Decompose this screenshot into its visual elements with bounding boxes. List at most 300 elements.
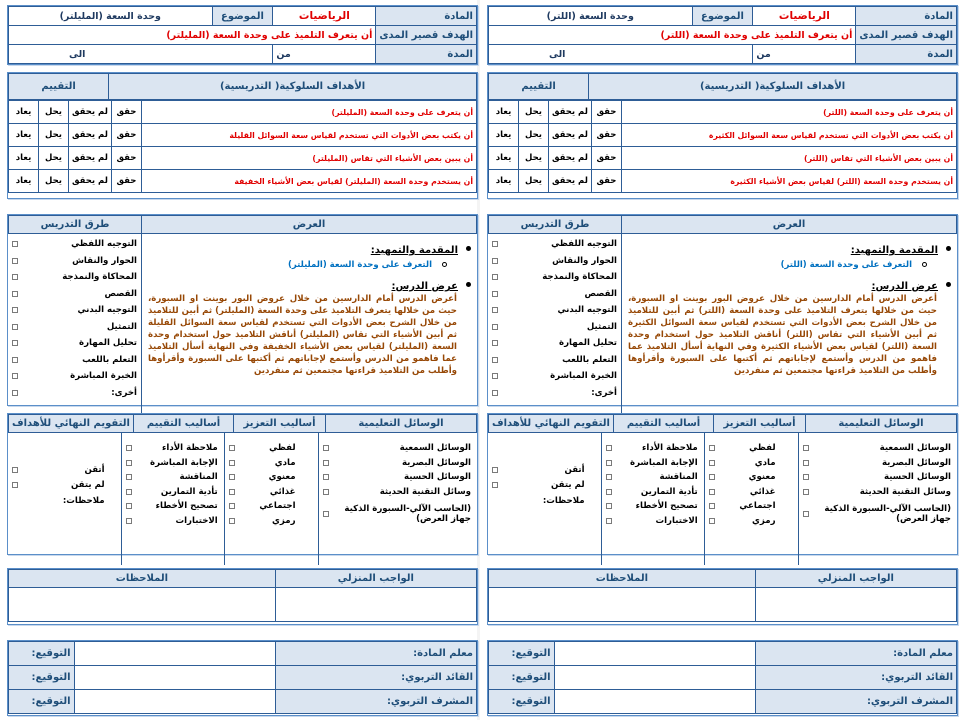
aids-item[interactable] <box>803 441 951 456</box>
assess-label: تأدية التمارين <box>160 486 218 497</box>
eval-option[interactable]: يحل <box>519 124 549 147</box>
checkbox-icon[interactable] <box>126 474 132 480</box>
to-label: الى <box>9 45 273 64</box>
final-eval-title: التقويم النهائي للأهداف <box>489 415 614 433</box>
eval-option[interactable]: يحل <box>519 147 549 170</box>
final-label: أتقن <box>84 465 105 476</box>
checkbox-icon[interactable] <box>229 518 235 524</box>
method-label: التوجيه البدني <box>557 305 617 316</box>
reinforce-list <box>224 433 318 565</box>
homework-box <box>7 568 478 625</box>
signatures-box <box>7 640 478 716</box>
from-label: من <box>273 45 376 64</box>
method-item[interactable] <box>492 236 617 253</box>
method-item[interactable] <box>12 335 137 352</box>
checkbox-icon[interactable] <box>323 445 329 451</box>
checkbox-icon[interactable] <box>492 291 498 297</box>
eval-option[interactable]: يعاد <box>489 101 519 124</box>
aids-label: الوسائل البصرية <box>881 457 951 468</box>
lesson-body-text: أعرض الدرس أمام الدارسين من خلال عروض البور بوينت او السبورة، حيث من خلالها يتعرف التلاميذ على وحدة السعة (المليلتر) ثم أبين للتلاميذ من خلال الشرح بعض الأدوات التي تستخدم لقياس سعة السوائل القليلة ثم أبين الأشياء التي تقاس (المليلتر) أناقش التلاميذ حول استخدام وحدة السعة (المليلتر) لقياس بعض الأشياء الخفيفة وفي النهاية أسأل التلاميذ عما فاهمو من الدرس وأستمع لإجاباتهم ثم أكتبها على السبورة وأقرأوها وأطلب من التلاميذ قراءتها مجتمعين ثم منفردين <box>148 294 457 376</box>
reinforce-item[interactable] <box>229 441 296 456</box>
checkbox-icon[interactable] <box>12 241 18 247</box>
method-item[interactable] <box>12 302 137 319</box>
sign-label: التوقيع: <box>9 690 75 714</box>
eval-option[interactable]: حقق <box>111 170 141 193</box>
checkbox-icon[interactable] <box>709 489 715 495</box>
eval-option[interactable]: حقق <box>111 147 141 170</box>
assess-item[interactable] <box>606 456 698 471</box>
circle-bullet-icon <box>442 262 447 267</box>
assess-item[interactable] <box>606 514 698 529</box>
checkbox-icon[interactable] <box>12 274 18 280</box>
method-item[interactable] <box>492 253 617 270</box>
duration-label: المدة <box>856 45 957 64</box>
eval-option[interactable]: حقق <box>591 101 621 124</box>
subject-value: الرياضيات <box>753 7 856 26</box>
methods-title: طرق التدريس <box>489 216 622 234</box>
signature-row <box>9 666 477 690</box>
checkbox-icon[interactable] <box>709 445 715 451</box>
checkbox-icon[interactable] <box>492 241 498 247</box>
signature-role: معلم المادة: <box>755 642 956 666</box>
method-item[interactable] <box>492 385 617 402</box>
aids-title: الوسائل التعليمية <box>805 415 956 433</box>
checkbox-icon[interactable] <box>709 460 715 466</box>
methods-list <box>488 234 621 414</box>
method-item[interactable] <box>12 253 137 270</box>
notes-title: الملاحظات <box>489 570 756 588</box>
reinforce-label: مادي <box>274 457 296 468</box>
checkbox-icon[interactable] <box>12 390 18 396</box>
sign-label: التوقيع: <box>489 690 555 714</box>
checkbox-icon[interactable] <box>12 340 18 346</box>
reinforce-item[interactable] <box>709 470 776 485</box>
reinforce-label: معنوي <box>748 472 776 483</box>
aids-label: الوسائل السمعية <box>399 443 471 454</box>
checkbox-icon[interactable] <box>12 307 18 313</box>
reinforce-label: اجتماعي <box>739 501 776 512</box>
signatures-table <box>8 641 477 714</box>
objective-text: أن يستخدم وحدة السعة (اللتر) لقياس بعض الأشياء الكثيرة <box>621 170 956 193</box>
final-item[interactable] <box>12 478 105 493</box>
method-label: التوجيه اللفظي <box>551 239 617 250</box>
checkbox-icon[interactable] <box>492 258 498 264</box>
checkbox-icon[interactable] <box>803 460 809 466</box>
topic-label: الموضوع <box>212 7 273 26</box>
aids-item[interactable] <box>323 485 471 500</box>
checkbox-icon[interactable] <box>709 518 715 524</box>
checkbox-icon[interactable] <box>323 460 329 466</box>
assess-label: الإجابة المباشرة <box>150 457 218 468</box>
eval-option[interactable]: يعاد <box>489 147 519 170</box>
objectives-box <box>487 72 958 199</box>
checkbox-icon[interactable] <box>12 258 18 264</box>
signature-name-field[interactable] <box>554 642 755 666</box>
reinforce-item[interactable] <box>229 470 296 485</box>
plan-page-milliliter <box>3 0 478 720</box>
method-item[interactable] <box>12 352 137 369</box>
eval-option[interactable]: يحل <box>39 147 69 170</box>
final-eval-title: التقويم النهائي للأهداف <box>9 415 134 433</box>
methods-list <box>8 234 141 414</box>
method-label: التوجيه اللفظي <box>71 239 137 250</box>
tools-box <box>7 413 478 555</box>
assess-list <box>121 433 224 565</box>
eval-option[interactable]: لم يحقق <box>549 124 592 147</box>
objective-row <box>9 147 477 170</box>
eval-option[interactable]: لم يحقق <box>69 147 112 170</box>
final-item[interactable] <box>492 478 585 493</box>
aids-item[interactable] <box>323 456 471 471</box>
signature-role: القائد التربوي: <box>275 666 476 690</box>
assess-label: المناقشة <box>659 472 698 483</box>
checkbox-icon[interactable] <box>803 489 809 495</box>
method-item[interactable] <box>12 385 137 402</box>
method-label: المحاكاة والنمذجة <box>62 272 137 283</box>
header-box <box>7 5 478 65</box>
signature-role: معلم المادة: <box>275 642 476 666</box>
notes-title: الملاحظات <box>9 570 276 588</box>
notes-field[interactable] <box>9 588 276 622</box>
method-label: التمثيل <box>586 321 617 332</box>
eval-option[interactable]: يعاد <box>489 170 519 193</box>
assess-item[interactable] <box>606 485 698 500</box>
method-item[interactable] <box>12 236 137 253</box>
checkbox-icon[interactable] <box>12 482 18 488</box>
assess-label: تصحيح الأخطاء <box>155 501 218 512</box>
checkbox-icon[interactable] <box>492 482 498 488</box>
assess-item[interactable] <box>126 485 218 500</box>
final-item[interactable] <box>12 463 105 478</box>
eval-option[interactable]: يحل <box>39 170 69 193</box>
checkbox-icon[interactable] <box>492 357 498 363</box>
final-eval-list <box>488 433 601 565</box>
homework-box <box>487 568 958 625</box>
eval-option[interactable]: يحل <box>519 101 549 124</box>
reinforce-item[interactable] <box>229 456 296 471</box>
reinforce-item[interactable] <box>709 485 776 500</box>
final-label: أتقن <box>564 465 585 476</box>
reinforce-item[interactable] <box>709 456 776 471</box>
reinforce-item[interactable] <box>709 514 776 529</box>
objective-text: أن يتعرف على وحدة السعة (المليلتر) <box>141 101 476 124</box>
signatures-box <box>487 640 958 716</box>
homework-title: الواجب المنزلي <box>275 570 476 588</box>
checkbox-icon[interactable] <box>492 324 498 330</box>
checkbox-icon[interactable] <box>492 340 498 346</box>
final-label: لم يتقن <box>550 479 585 490</box>
circle-bullet-icon <box>922 262 927 267</box>
checkbox-icon[interactable] <box>229 460 235 466</box>
aids-item[interactable] <box>323 441 471 456</box>
assess-item[interactable] <box>126 470 218 485</box>
eval-option[interactable]: لم يحقق <box>549 147 592 170</box>
method-item[interactable] <box>492 352 617 369</box>
objective-text: أن يتعرف على وحدة السعة (اللتر) <box>621 101 956 124</box>
topic-value: وحدة السعة (اللتر) <box>489 7 693 26</box>
aids-label: (الحاسب الآلي-السبورة الذكية جهاز العرض) <box>824 504 951 524</box>
from-label: من <box>753 45 856 64</box>
checkbox-icon[interactable] <box>126 460 132 466</box>
checkbox-icon[interactable] <box>126 518 132 524</box>
topic-label: الموضوع <box>692 7 753 26</box>
checkbox-icon[interactable] <box>323 511 329 517</box>
aids-label: الوسائل البصرية <box>401 457 471 468</box>
eval-option[interactable]: حقق <box>591 147 621 170</box>
assess-item[interactable] <box>126 441 218 456</box>
reinforce-title: أساليب التعزيز <box>714 415 806 433</box>
assess-label: ملاحظة الأداء <box>162 443 218 454</box>
objective-text: أن يكتب بعض الأدوات التي تستخدم لقياس سعة السوائل القليلة <box>141 124 476 147</box>
aids-item[interactable] <box>803 499 951 529</box>
aids-label: وسائل التقنية الحديثة <box>859 486 951 497</box>
sign-label: التوقيع: <box>489 642 555 666</box>
eval-option[interactable]: يعاد <box>9 124 39 147</box>
reinforce-label: اجتماعي <box>259 501 296 512</box>
checkbox-icon[interactable] <box>323 489 329 495</box>
eval-option[interactable]: يحل <box>39 101 69 124</box>
objective-row <box>489 124 957 147</box>
reinforce-item[interactable] <box>709 441 776 456</box>
subject-value: الرياضيات <box>273 7 376 26</box>
reinforce-label: معنوي <box>268 472 296 483</box>
method-label: تحليل المهارة <box>559 338 617 349</box>
objectives-title: الأهداف السلوكية( التدريسية) <box>589 74 957 100</box>
evaluation-title: التقييم <box>489 74 589 100</box>
checkbox-icon[interactable] <box>12 324 18 330</box>
checkbox-icon[interactable] <box>606 503 612 509</box>
signature-name-field[interactable] <box>554 666 755 690</box>
checkbox-icon[interactable] <box>229 503 235 509</box>
objective-row <box>489 170 957 193</box>
presentation-box <box>487 214 958 406</box>
checkbox-icon[interactable] <box>803 511 809 517</box>
checkbox-icon[interactable] <box>606 460 612 466</box>
assess-item[interactable] <box>126 514 218 529</box>
aids-item[interactable] <box>803 485 951 500</box>
checkbox-icon[interactable] <box>12 291 18 297</box>
reinforce-label: غذائي <box>269 486 296 497</box>
checkbox-icon[interactable] <box>126 445 132 451</box>
presentation-content <box>621 234 957 414</box>
reinforce-label: لفظي <box>269 443 296 454</box>
header-box <box>487 5 958 65</box>
eval-option[interactable]: يعاد <box>489 124 519 147</box>
reinforce-label: مادي <box>754 457 776 468</box>
method-label: التمثيل <box>106 321 137 332</box>
aids-label: الوسائل السمعية <box>879 443 951 454</box>
reinforce-label: رمزي <box>272 515 296 526</box>
signature-name-field[interactable] <box>74 690 275 714</box>
intro-heading: المقدمة والتمهيد: <box>850 245 938 256</box>
assess-item[interactable] <box>126 499 218 514</box>
aids-label: الوسائل الحسية <box>884 472 951 483</box>
eval-option[interactable]: لم يحقق <box>549 101 592 124</box>
objective-row <box>9 101 477 124</box>
checkbox-icon[interactable] <box>12 357 18 363</box>
method-label: التوجيه البدني <box>77 305 137 316</box>
reinforce-list <box>704 433 798 565</box>
intro-point: التعرف على وحدة السعة (المليلتر) <box>287 260 432 270</box>
signature-role: المشرف التربوي: <box>275 690 476 714</box>
checkbox-icon[interactable] <box>126 489 132 495</box>
checkbox-icon[interactable] <box>229 489 235 495</box>
assess-item[interactable] <box>126 456 218 471</box>
checkbox-icon[interactable] <box>492 467 498 473</box>
eval-option[interactable]: لم يحقق <box>69 124 112 147</box>
assess-item[interactable] <box>606 499 698 514</box>
method-item[interactable] <box>492 319 617 336</box>
checkbox-icon[interactable] <box>606 474 612 480</box>
reinforce-title: أساليب التعزيز <box>234 415 326 433</box>
assess-list <box>601 433 704 565</box>
notes-label: ملاحظات: <box>542 496 585 507</box>
body-heading: عرض الدرس: <box>391 281 458 292</box>
method-label: أخرى: <box>591 387 617 398</box>
reinforce-item[interactable] <box>229 499 296 514</box>
checkbox-icon[interactable] <box>606 445 612 451</box>
checkbox-icon[interactable] <box>12 467 18 473</box>
method-item[interactable] <box>12 286 137 303</box>
presentation-content <box>141 234 477 414</box>
signature-row <box>489 642 957 666</box>
method-item[interactable] <box>12 319 137 336</box>
checkbox-icon[interactable] <box>709 474 715 480</box>
short-goal-text: أن يتعرف التلميذ على وحدة السعة (المليلتر) <box>9 26 376 45</box>
eval-option[interactable]: لم يحقق <box>549 170 592 193</box>
assess-item[interactable] <box>606 441 698 456</box>
eval-option[interactable]: يحل <box>519 170 549 193</box>
reinforce-label: لفظي <box>749 443 776 454</box>
eval-option[interactable]: لم يحقق <box>69 101 112 124</box>
signature-role: القائد التربوي: <box>755 666 956 690</box>
homework-title: الواجب المنزلي <box>755 570 956 588</box>
method-label: المحاكاة والنمذجة <box>542 272 617 283</box>
method-label: التعلم باللعب <box>82 354 137 365</box>
reinforce-item[interactable] <box>229 514 296 529</box>
objective-text: أن يبين بعض الأشياء التي تقاس (المليلتر) <box>141 147 476 170</box>
objectives-table <box>488 100 957 193</box>
assess-label: المناقشة <box>179 472 218 483</box>
aids-label: (الحاسب الآلي-السبورة الذكية جهاز العرض) <box>344 504 471 524</box>
checkbox-icon[interactable] <box>492 373 498 379</box>
body-heading: عرض الدرس: <box>871 281 938 292</box>
eval-option[interactable]: حقق <box>111 101 141 124</box>
final-eval-list <box>8 433 121 565</box>
method-item[interactable] <box>492 269 617 286</box>
method-item[interactable] <box>12 368 137 385</box>
reinforce-label: غذائي <box>749 486 776 497</box>
signature-name-field[interactable] <box>74 666 275 690</box>
checkbox-icon[interactable] <box>12 373 18 379</box>
checkbox-icon[interactable] <box>126 503 132 509</box>
reinforce-item[interactable] <box>709 499 776 514</box>
eval-option[interactable]: يحل <box>39 124 69 147</box>
aids-item[interactable] <box>323 499 471 529</box>
short-goal-label: الهدف قصير المدى <box>376 26 477 45</box>
signature-name-field[interactable] <box>74 642 275 666</box>
aids-list <box>798 433 957 565</box>
signature-row <box>489 690 957 714</box>
homework-field[interactable] <box>755 588 956 622</box>
duration-label: المدة <box>376 45 477 64</box>
checkbox-icon[interactable] <box>709 503 715 509</box>
method-label: الحوار والنقاش <box>72 255 137 266</box>
method-label: القصص <box>584 288 617 299</box>
method-item[interactable] <box>12 269 137 286</box>
objectives-title: الأهداف السلوكية( التدريسية) <box>109 74 477 100</box>
method-item[interactable] <box>492 302 617 319</box>
checkbox-icon[interactable] <box>229 474 235 480</box>
aids-item[interactable] <box>803 456 951 471</box>
objectives-box <box>7 72 478 199</box>
aids-list <box>318 433 477 565</box>
short-goal-text: أن يتعرف التلميذ على وحدة السعة (اللتر) <box>489 26 856 45</box>
checkbox-icon[interactable] <box>229 445 235 451</box>
assess-item[interactable] <box>606 470 698 485</box>
method-item[interactable] <box>492 286 617 303</box>
sign-label: التوقيع: <box>489 666 555 690</box>
reinforce-label: رمزي <box>752 515 776 526</box>
objective-row <box>9 124 477 147</box>
checkbox-icon[interactable] <box>803 474 809 480</box>
objective-row <box>489 101 957 124</box>
signature-row <box>9 690 477 714</box>
eval-option[interactable]: يعاد <box>9 170 39 193</box>
signature-row <box>9 642 477 666</box>
sign-label: التوقيع: <box>9 642 75 666</box>
eval-option[interactable]: حقق <box>591 124 621 147</box>
aids-label: وسائل التقنية الحديثة <box>379 486 471 497</box>
eval-option[interactable]: لم يحقق <box>69 170 112 193</box>
signature-name-field[interactable] <box>554 690 755 714</box>
intro-heading: المقدمة والتمهيد: <box>370 245 458 256</box>
sign-label: التوقيع: <box>9 666 75 690</box>
checkbox-icon[interactable] <box>492 307 498 313</box>
method-item[interactable] <box>492 368 617 385</box>
subject-label: المادة <box>376 7 477 26</box>
aids-item[interactable] <box>803 470 951 485</box>
objective-text: أن يكتب بعض الأدوات التي تستخدم لقياس سعة السوائل الكثيرة <box>621 124 956 147</box>
final-item[interactable] <box>492 463 585 478</box>
homework-field[interactable] <box>275 588 476 622</box>
checkbox-icon[interactable] <box>606 489 612 495</box>
lesson-body-text: أعرض الدرس أمام الدارسين من خلال عروض البور بوينت او السبورة، حيث من خلالها يتعرف التلاميذ على وحدة السعة (اللتر) ثم أبين للتلاميذ من خلال الشرح بعض الأدوات التي تستخدم لقياس سعة السوائل الكثيرة ثم أبين الأشياء التي تقاس (اللتر) أناقش التلاميذ حول استخدام وحدة السعة (اللتر) لقياس بعض الأشياء الكثيرة وفي النهاية أسأل التلاميذ عما فاهمو من الدرس وأستمع لإجاباتهم ثم أكتبها على السبورة وأقرأوها وأطلب من التلاميذ قراءتها مجتمعين ثم منفردين <box>628 294 937 376</box>
checkbox-icon[interactable] <box>803 445 809 451</box>
checkbox-icon[interactable] <box>492 390 498 396</box>
presentation-box <box>7 214 478 406</box>
checkbox-icon[interactable] <box>323 474 329 480</box>
eval-option[interactable]: يعاد <box>9 101 39 124</box>
assess-label: الاختبارات <box>175 515 218 526</box>
notes-label: ملاحظات: <box>62 496 105 507</box>
objective-text: أن يستخدم وحدة السعة (المليلتر) لقياس بعض الأشياء الخفيفة <box>141 170 476 193</box>
method-label: أخرى: <box>111 387 137 398</box>
signature-role: المشرف التربوي: <box>755 690 956 714</box>
to-label: الى <box>489 45 753 64</box>
notes-field[interactable] <box>489 588 756 622</box>
assess-label: تأدية التمارين <box>640 486 698 497</box>
eval-option[interactable]: حقق <box>591 170 621 193</box>
method-item[interactable] <box>492 335 617 352</box>
eval-option[interactable]: يعاد <box>9 147 39 170</box>
checkbox-icon[interactable] <box>492 274 498 280</box>
checkbox-icon[interactable] <box>606 518 612 524</box>
reinforce-item[interactable] <box>229 485 296 500</box>
presentation-title: العرض <box>622 216 957 234</box>
eval-option[interactable]: حقق <box>111 124 141 147</box>
aids-item[interactable] <box>323 470 471 485</box>
